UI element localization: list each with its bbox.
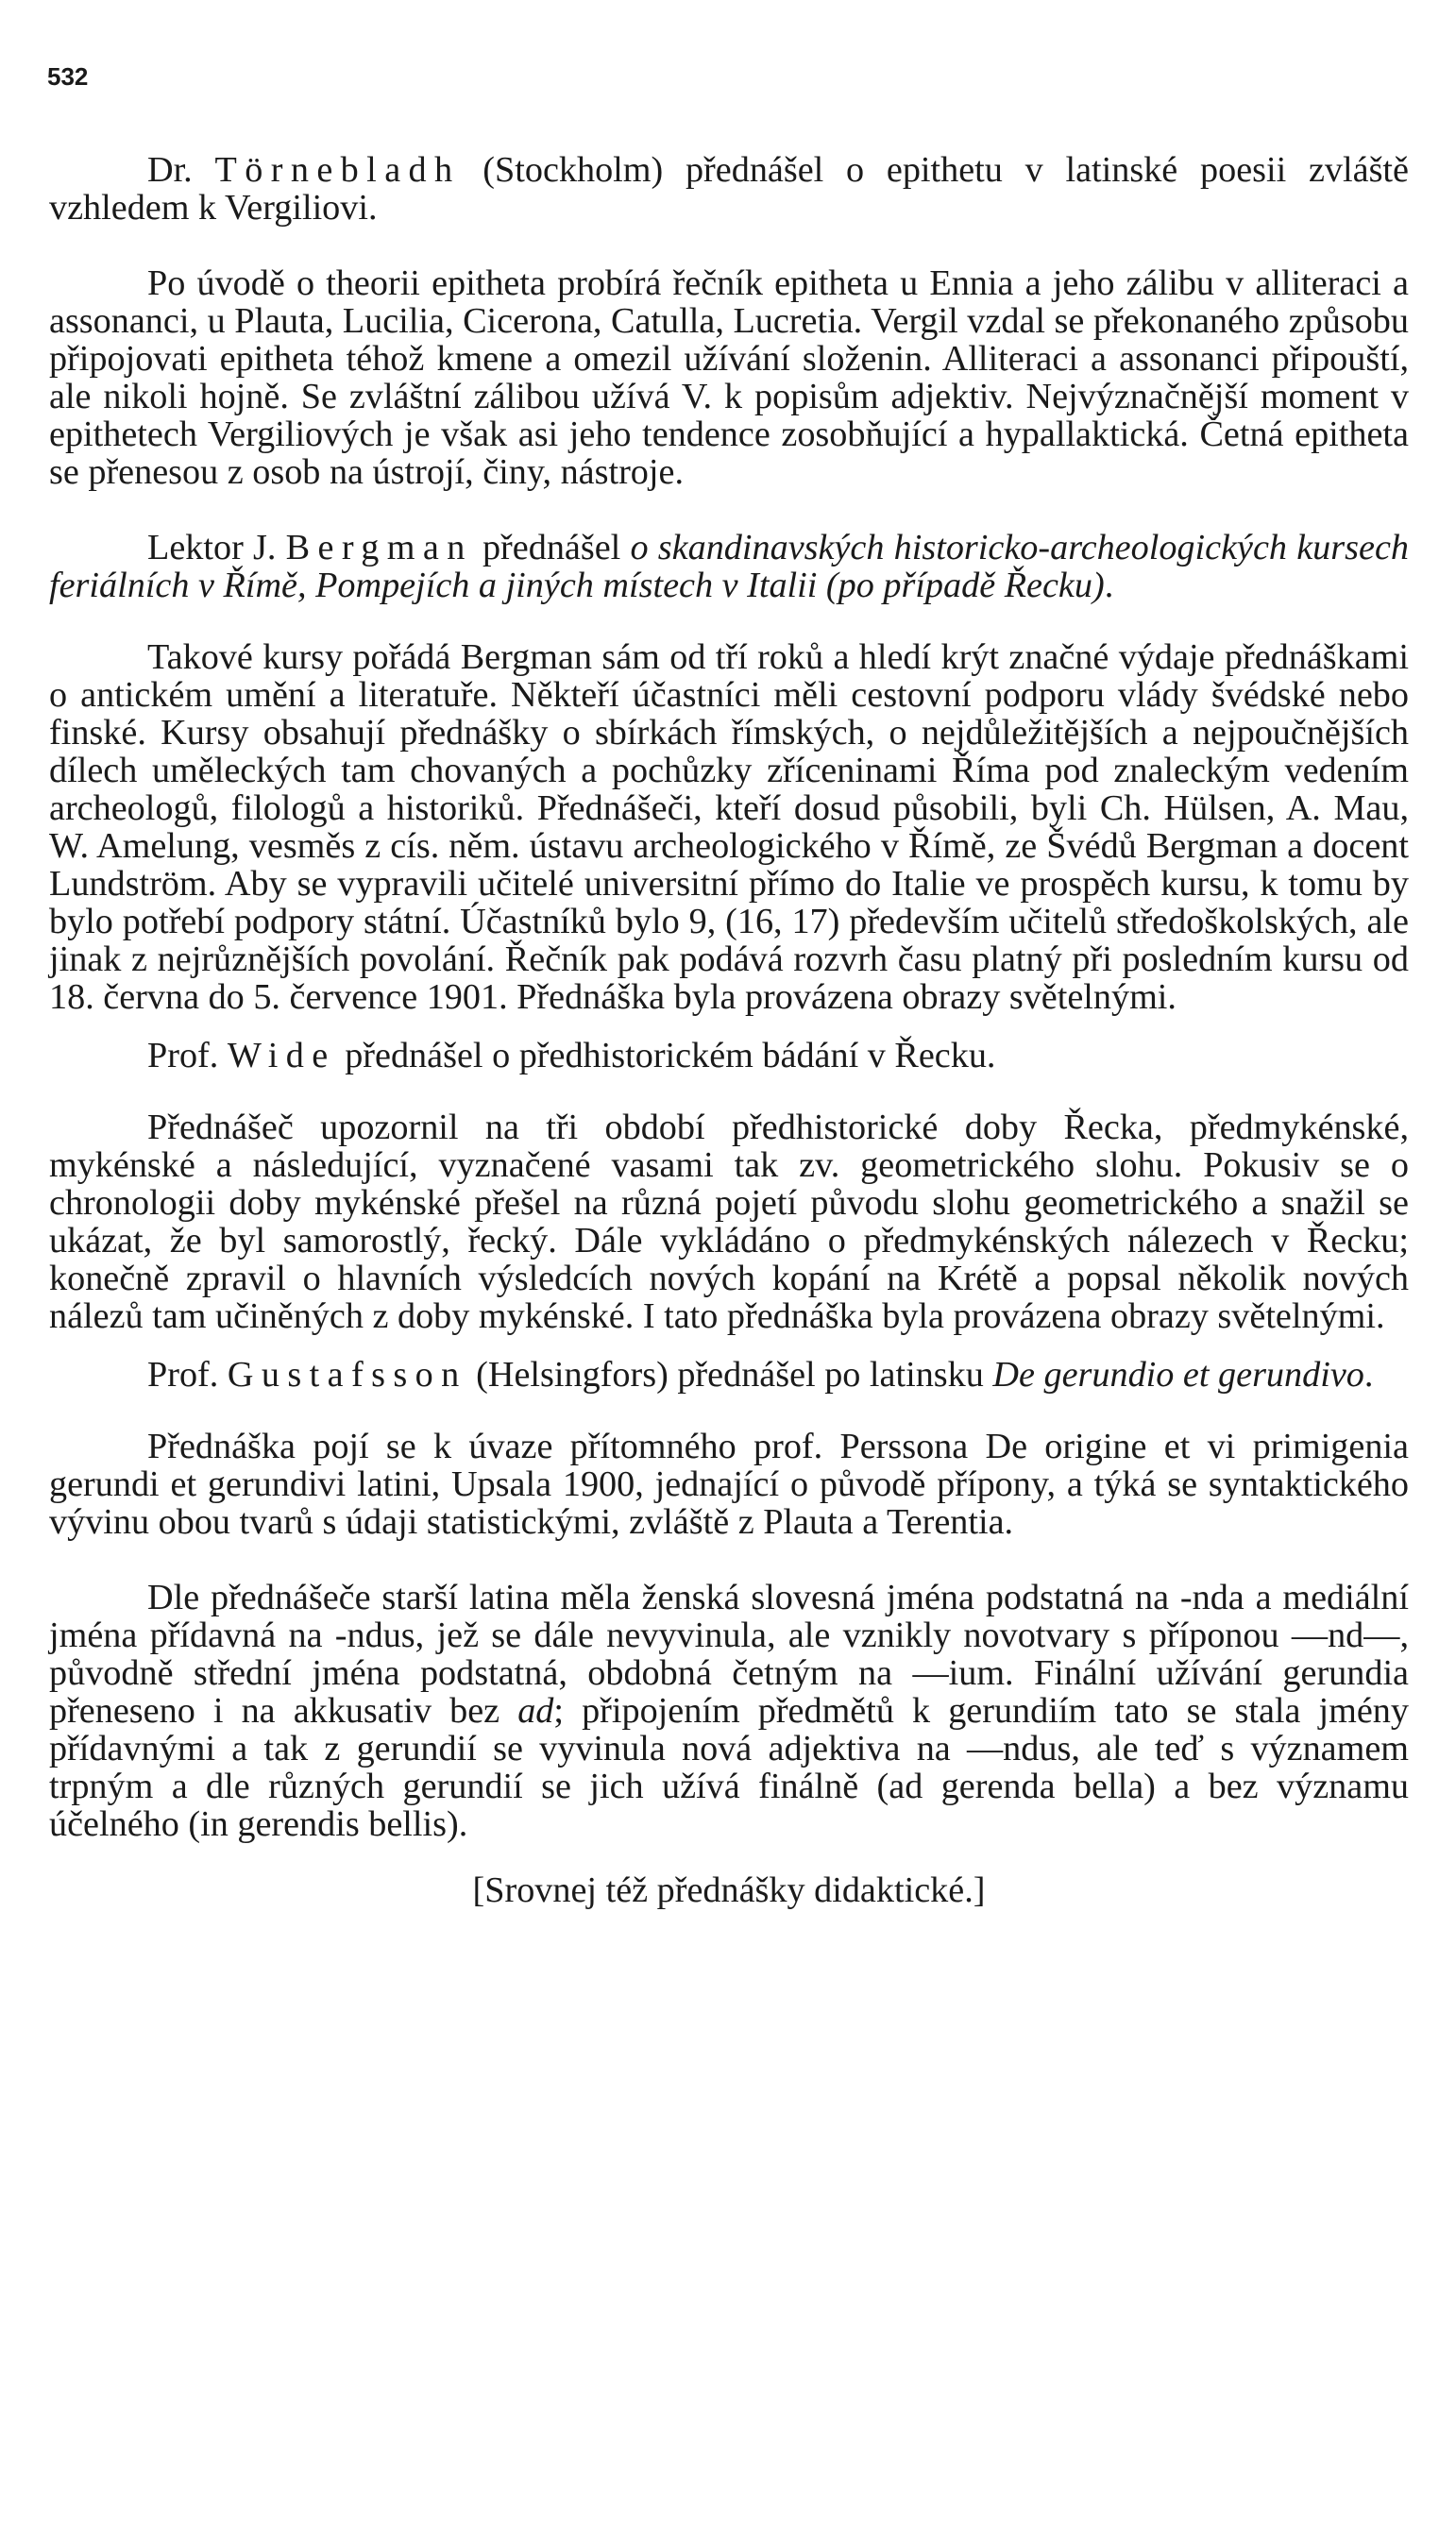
heading-end: . (1104, 566, 1114, 605)
heading-intro: Prof. (147, 1355, 228, 1395)
heading-end: . (1363, 1355, 1374, 1395)
paragraph-predhistoricke: Přednášeč upozornil na tři období předhistorické doby Řecka, předmykénské, mykénské a následující, vyznačené vasami tak zv. geometrického slohu. Pokusiv se o chronologii doby mykénské přešel na různá pojetí původu slohu geometrického a snažil se ukázat, že byl samorostlý, řecký. Dále vykládáno o předmykénských nálezech v Řecku; konečně zpravil o hlavních výsledcích nových kopání na Krétě a popsal několik nových nálezů tam učiněných z doby mykénské. I tato přednáška byla provázena obrazy světelnými. (49, 1108, 1409, 1336)
lecturer-name: Bergman (285, 528, 473, 567)
heading-intro: Prof. (147, 1036, 228, 1075)
paragraph-kursy: Takové kursy pořádá Bergman sám od tří roků a hledí krýt značné výdaje přednáškami o antickém umění a literatuře. Někteří účastníci měli cestovní podporu vlády švédské nebo finské. Kursy obsahují přednášky o sbírkách římských, o nejdůležitějších a nejpoučnějších dílech uměleckých tam chovaných a pochůzky zříceninami Říma pod znaleckým vedením archeologů, filologů a historiků. Přednášeči, kteří dosud působili, byli Ch. Hülsen, A. Mau, W. Amelung, vesměs z cís. něm. ústavu archeologického v Římě, ze Švédů Bergman a docent Lundström. Aby se vypravili učitelé universitní přímo do Italie ve prospěch kursu, k tomu by bylo potřebí podpory státní. Účastníků bylo 9, (16, 17) především učitelů středoškolských, ale jinak z nejrůznějších povolání. Řečník pak podává rozvrh času platný při posledním kursu od 18. června do 5. července 1901. Přednáška byla provázena obrazy světelnými. (49, 637, 1409, 1017)
paragraph-gerundium (49, 1579, 1409, 1843)
lecture-title: De gerundio et gerundivo (992, 1355, 1364, 1395)
lecture-title: o skandinavských historicko-archeologických kursech feriálních v Římě, Pompejích a jiných místech v Italii (po případě Řecku) (49, 528, 1409, 605)
heading-rest: přednášel o předhistorickém bádání v Řecku. (335, 1036, 996, 1075)
lecturer-name: Törnebladh (214, 150, 461, 190)
lecture-heading-gustafsson (49, 1356, 1409, 1394)
page-body (49, 151, 1409, 1909)
paragraph-part: Dle přednášeče starší latina měla ženská slovesná jména podstatná na -nda a mediální jména přídavná na -ndus, jež se dále nevyvinula, ale vznikly novotvary s příponou —nd—, původně střední jména podstatná, obdobná četným na —ium. Finální užívání gerundia přeneseno i na akkusativ bez (49, 1578, 1409, 1731)
cross-reference-note: [Srovnej též přednášky didaktické.] (472, 1870, 986, 1910)
page-number: 532 (47, 62, 89, 91)
lecturer-name: Gustafsson (227, 1355, 467, 1395)
paragraph-epitheta: Po úvodě o theorii epitheta probírá řečník epitheta u Ennia a jeho zálibu v alliteraci a assonanci, u Plauta, Lucilia, Cicerona, Catulla, Lucretia. Vergil vzdal se překonaného způsobu připojovati epitheta téhož kmene a omezil užívání složenin. Alliteraci a assonanci připouští, ale nikoli hojně. Se zvláštní zálibou užívá V. k popisům adjektiv. Nejvýznačnější moment v epithetech Vergiliových je však asi jeho tendence zosobňující a hypallaktická. Četná epitheta se přenesou z osob na ústrojí, činy, nástroje. (49, 263, 1409, 492)
lecturer-name: Wide (227, 1036, 336, 1075)
heading-intro: Dr. (147, 150, 215, 190)
heading-rest: (Helsingfors) přednášel po latinsku (466, 1355, 993, 1395)
paragraph-part: ; připojením předmětů k gerundiím tato se stala jmény přídavnými a tak z gerundií se vyvinula nová adjektiva na —ndus, ale teď s významem trpným a dle různých gerundií se jich užívá finálně (ad gerenda bella) a bez významu účelného (in gerendis bellis). (49, 1691, 1409, 1844)
heading-verb: přednášel (472, 528, 631, 567)
lecture-heading-wide (49, 1037, 1409, 1074)
lecture-heading-tornebladh (49, 151, 1409, 227)
heading-intro: Lektor J. (147, 528, 286, 567)
lecture-heading-bergman (49, 529, 1409, 604)
latin-word-ad: ad (517, 1691, 554, 1731)
heading-rest: (Stockholm) přednášel o epithetu v latinské poesii zvláště vzhledem k Vergiliovi. (49, 150, 1409, 228)
paragraph-persson: Přednáška pojí se k úvaze přítomného prof. Perssona De origine et vi primigenia gerundi et gerundivi latini, Upsala 1900, jednající o původě přípony, a týká se syntaktického vývinu obou tvarů s údaji statistickými, zvláště z Plauta a Terentia. (49, 1427, 1409, 1542)
